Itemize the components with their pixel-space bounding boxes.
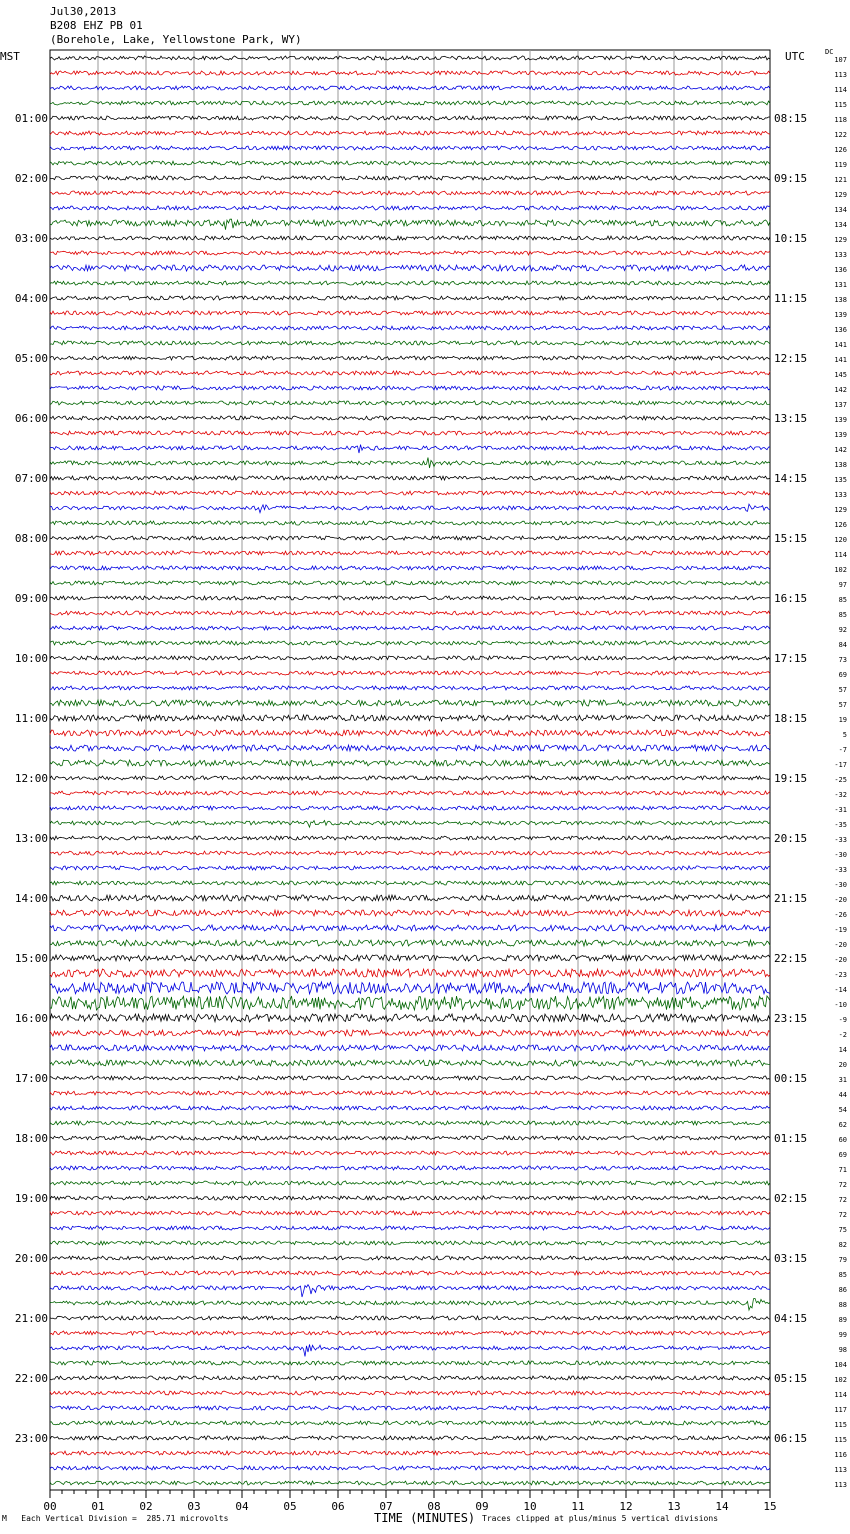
dc-offset-label: 136 bbox=[834, 266, 847, 274]
seismic-trace bbox=[50, 1136, 770, 1140]
x-tick-label: 03 bbox=[187, 1500, 201, 1513]
dc-offset-label: 19 bbox=[838, 716, 847, 724]
x-tick-label: 04 bbox=[235, 1500, 249, 1513]
dc-offset-label: 139 bbox=[834, 311, 847, 319]
dc-offset-label: 138 bbox=[834, 296, 847, 304]
dc-offset-label: 141 bbox=[834, 341, 847, 349]
mst-hour-label: 03:00 bbox=[14, 232, 48, 245]
mst-hour-label: 21:00 bbox=[14, 1312, 48, 1325]
x-tick-label: 02 bbox=[139, 1500, 153, 1513]
dc-offset-label: 85 bbox=[838, 596, 847, 604]
utc-hour-label: 05:15 bbox=[774, 1372, 808, 1385]
x-tick-label: 12 bbox=[619, 1500, 633, 1513]
dc-offset-label: -17 bbox=[834, 761, 847, 769]
mst-hour-label: 04:00 bbox=[14, 292, 48, 305]
dc-offset-label: -26 bbox=[834, 911, 847, 919]
x-tick-label: 10 bbox=[523, 1500, 537, 1513]
dc-offset-label: -23 bbox=[834, 971, 847, 979]
seismic-trace bbox=[50, 458, 770, 469]
dc-offset-label: 97 bbox=[838, 581, 847, 589]
mst-hour-label: 22:00 bbox=[14, 1372, 48, 1385]
mst-hour-label: 05:00 bbox=[14, 352, 48, 365]
dc-offset-label: -20 bbox=[834, 896, 847, 904]
dc-offset-label: 5 bbox=[842, 731, 847, 739]
dc-offset-label: 62 bbox=[838, 1121, 847, 1129]
seismic-trace bbox=[50, 910, 770, 916]
scale-note bbox=[2, 1514, 228, 1523]
dc-offset-label: -35 bbox=[834, 821, 847, 829]
seismic-trace bbox=[50, 1344, 770, 1356]
dc-offset-label: 73 bbox=[838, 656, 847, 664]
seismic-trace bbox=[50, 71, 770, 75]
seismic-trace bbox=[50, 86, 770, 90]
dc-offset-label: 14 bbox=[838, 1046, 847, 1054]
dc-offset-label: 98 bbox=[838, 1346, 847, 1354]
seismic-trace bbox=[50, 821, 770, 828]
seismic-trace bbox=[50, 1466, 770, 1470]
left-timezone-label: MST bbox=[0, 50, 20, 63]
mst-hour-label: 01:00 bbox=[14, 112, 48, 125]
mst-hour-label: 16:00 bbox=[14, 1012, 48, 1025]
dc-offset-label: 113 bbox=[834, 71, 847, 79]
dc-offset-label: 131 bbox=[834, 281, 847, 289]
dc-column-label: DC bbox=[825, 48, 834, 56]
seismic-trace bbox=[50, 895, 770, 902]
dc-offset-label: 114 bbox=[834, 86, 847, 94]
seismic-trace bbox=[50, 1298, 770, 1310]
utc-hour-label: 12:15 bbox=[774, 352, 808, 365]
dc-offset-label: 139 bbox=[834, 416, 847, 424]
seismic-trace bbox=[50, 1166, 770, 1170]
dc-offset-label: 31 bbox=[838, 1076, 847, 1084]
seismic-trace bbox=[50, 371, 770, 375]
dc-offset-label: 133 bbox=[834, 491, 847, 499]
seismic-trace bbox=[50, 536, 770, 540]
dc-offset-label: 79 bbox=[838, 1256, 847, 1264]
seismic-trace bbox=[50, 760, 770, 766]
dc-offset-label: -19 bbox=[834, 926, 847, 934]
dc-offset-label: 142 bbox=[834, 386, 847, 394]
mst-hour-label: 09:00 bbox=[14, 592, 48, 605]
seismic-trace bbox=[50, 1060, 770, 1066]
dc-offset-label: 139 bbox=[834, 431, 847, 439]
seismic-trace bbox=[50, 131, 770, 135]
dc-offset-label: -30 bbox=[834, 881, 847, 889]
mst-hour-label: 11:00 bbox=[14, 712, 48, 725]
seismic-trace bbox=[50, 1481, 770, 1485]
seismic-trace bbox=[50, 176, 770, 180]
dc-offset-label: 20 bbox=[838, 1061, 847, 1069]
dc-offset-label: 99 bbox=[838, 1331, 847, 1339]
seismic-trace bbox=[50, 1271, 770, 1275]
seismic-trace bbox=[50, 730, 770, 736]
seismic-trace bbox=[50, 219, 770, 230]
dc-offset-label: 145 bbox=[834, 371, 847, 379]
seismic-trace bbox=[50, 700, 770, 706]
dc-offset-label: 104 bbox=[834, 1361, 847, 1369]
seismic-trace bbox=[50, 445, 770, 454]
seismic-trace bbox=[50, 416, 770, 420]
dc-offset-label: 121 bbox=[834, 176, 847, 184]
seismic-trace bbox=[50, 341, 770, 345]
x-tick-label: 15 bbox=[763, 1500, 777, 1513]
dc-offset-label: -25 bbox=[834, 776, 847, 784]
seismic-trace bbox=[50, 386, 770, 390]
seismic-trace bbox=[50, 1121, 770, 1125]
seismic-trace bbox=[50, 146, 770, 150]
dc-offset-label: 136 bbox=[834, 326, 847, 334]
mst-hour-label: 20:00 bbox=[14, 1252, 48, 1265]
utc-hour-label: 14:15 bbox=[774, 472, 808, 485]
mst-hour-label: 02:00 bbox=[14, 172, 48, 185]
utc-hour-label: 23:15 bbox=[774, 1012, 808, 1025]
seismic-trace bbox=[50, 611, 770, 615]
dc-offset-label: 102 bbox=[834, 1376, 847, 1384]
dc-offset-label: 71 bbox=[838, 1166, 847, 1174]
seismic-trace bbox=[50, 596, 770, 600]
seismic-trace bbox=[50, 236, 770, 240]
seismic-trace bbox=[50, 431, 770, 435]
mst-hour-label: 13:00 bbox=[14, 832, 48, 845]
dc-offset-label: -2 bbox=[838, 1031, 847, 1039]
dc-offset-label: 117 bbox=[834, 1406, 847, 1414]
mst-hour-label: 14:00 bbox=[14, 892, 48, 905]
seismic-trace bbox=[50, 1181, 770, 1185]
dc-offset-label: 69 bbox=[838, 671, 847, 679]
dc-offset-label: 85 bbox=[838, 611, 847, 619]
dc-offset-label: 138 bbox=[834, 461, 847, 469]
x-tick-label: 13 bbox=[667, 1500, 681, 1513]
seismic-trace bbox=[50, 656, 770, 660]
dc-offset-label: 133 bbox=[834, 251, 847, 259]
utc-hour-label: 16:15 bbox=[774, 592, 808, 605]
seismic-trace bbox=[50, 521, 770, 525]
seismic-trace bbox=[50, 161, 770, 165]
dc-offset-label: 134 bbox=[834, 206, 847, 214]
seismic-trace bbox=[50, 745, 770, 751]
seismic-trace bbox=[50, 925, 770, 931]
dc-offset-label: -33 bbox=[834, 836, 847, 844]
dc-offset-label: 86 bbox=[838, 1286, 847, 1294]
utc-hour-label: 20:15 bbox=[774, 832, 808, 845]
seismic-trace bbox=[50, 1196, 770, 1200]
dc-offset-label: 126 bbox=[834, 521, 847, 529]
utc-hour-label: 09:15 bbox=[774, 172, 808, 185]
seismic-trace bbox=[50, 191, 770, 195]
dc-offset-label: 116 bbox=[834, 1451, 847, 1459]
dc-offset-label: -9 bbox=[838, 1016, 847, 1024]
seismic-trace bbox=[50, 996, 770, 1010]
x-tick-label: 08 bbox=[427, 1500, 441, 1513]
seismic-trace bbox=[50, 626, 770, 630]
date-title: Jul30,2013 bbox=[50, 5, 117, 18]
seismic-trace bbox=[50, 791, 770, 795]
seismic-trace bbox=[50, 955, 770, 961]
seismic-trace bbox=[50, 356, 770, 360]
utc-hour-label: 02:15 bbox=[774, 1192, 808, 1205]
seismic-trace bbox=[50, 1436, 770, 1440]
dc-offset-label: 57 bbox=[838, 686, 847, 694]
utc-hour-label: 10:15 bbox=[774, 232, 808, 245]
seismic-trace bbox=[50, 1285, 770, 1297]
seismic-trace bbox=[50, 851, 770, 855]
seismic-trace bbox=[50, 1331, 770, 1335]
dc-offset-label: -14 bbox=[834, 986, 847, 994]
seismic-trace bbox=[50, 566, 770, 570]
dc-offset-label: -31 bbox=[834, 806, 847, 814]
dc-offset-label: 114 bbox=[834, 1391, 847, 1399]
dc-offset-label: 129 bbox=[834, 506, 847, 514]
mst-hour-label: 17:00 bbox=[14, 1072, 48, 1085]
seismic-trace bbox=[50, 581, 770, 585]
seismic-trace bbox=[50, 401, 770, 405]
dc-offset-label: 88 bbox=[838, 1301, 847, 1309]
dc-offset-label: 92 bbox=[838, 626, 847, 634]
mst-hour-label: 10:00 bbox=[14, 652, 48, 665]
seismic-trace bbox=[50, 671, 770, 675]
dc-offset-label: -10 bbox=[834, 1001, 847, 1009]
x-tick-label: 00 bbox=[43, 1500, 57, 1513]
seismic-trace bbox=[50, 326, 770, 330]
seismic-trace bbox=[50, 491, 770, 495]
right-timezone-label: UTC bbox=[785, 50, 805, 63]
seismic-trace bbox=[50, 476, 770, 480]
seismic-trace bbox=[50, 1406, 770, 1410]
utc-hour-label: 01:15 bbox=[774, 1132, 808, 1145]
utc-hour-label: 19:15 bbox=[774, 772, 808, 785]
dc-offset-label: 72 bbox=[838, 1181, 847, 1189]
dc-offset-label: 113 bbox=[834, 1466, 847, 1474]
seismic-trace bbox=[50, 1451, 770, 1455]
dc-offset-label: 129 bbox=[834, 191, 847, 199]
mst-hour-label: 19:00 bbox=[14, 1192, 48, 1205]
dc-offset-label: 44 bbox=[838, 1091, 847, 1099]
dc-offset-label: 135 bbox=[834, 476, 847, 484]
utc-hour-label: 15:15 bbox=[774, 532, 808, 545]
dc-offset-label: 115 bbox=[834, 1421, 847, 1429]
dc-offset-label: 114 bbox=[834, 551, 847, 559]
seismic-trace bbox=[50, 1151, 770, 1155]
seismic-trace bbox=[50, 866, 770, 870]
seismic-trace bbox=[50, 206, 770, 210]
seismic-trace bbox=[50, 296, 770, 300]
dc-offset-label: 75 bbox=[838, 1226, 847, 1234]
x-tick-label: 06 bbox=[331, 1500, 345, 1513]
dc-offset-label: 107 bbox=[834, 56, 847, 64]
utc-hour-label: 22:15 bbox=[774, 952, 808, 965]
mst-hour-label: 15:00 bbox=[14, 952, 48, 965]
dc-offset-label: 69 bbox=[838, 1151, 847, 1159]
dc-offset-label: 134 bbox=[834, 221, 847, 229]
seismic-trace bbox=[50, 1091, 770, 1095]
seismic-trace bbox=[50, 715, 770, 721]
dc-offset-label: 54 bbox=[838, 1106, 847, 1114]
mst-hour-label: 18:00 bbox=[14, 1132, 48, 1145]
dc-offset-label: 84 bbox=[838, 641, 847, 649]
mst-hour-label: 08:00 bbox=[14, 532, 48, 545]
seismic-trace bbox=[50, 776, 770, 780]
utc-hour-label: 17:15 bbox=[774, 652, 808, 665]
seismic-trace bbox=[50, 1211, 770, 1215]
seismic-trace bbox=[50, 1241, 770, 1245]
seismic-trace bbox=[50, 56, 770, 60]
dc-offset-label: 72 bbox=[838, 1211, 847, 1219]
dc-offset-label: 118 bbox=[834, 116, 847, 124]
seismic-trace bbox=[50, 265, 770, 271]
utc-hour-label: 18:15 bbox=[774, 712, 808, 725]
utc-hour-label: 06:15 bbox=[774, 1432, 808, 1445]
seismic-trace bbox=[50, 1376, 770, 1380]
utc-hour-label: 00:15 bbox=[774, 1072, 808, 1085]
x-tick-label: 05 bbox=[283, 1500, 297, 1513]
dc-offset-label: 113 bbox=[834, 1481, 847, 1489]
mst-hour-label: 07:00 bbox=[14, 472, 48, 485]
dc-offset-label: 119 bbox=[834, 161, 847, 169]
seismic-trace bbox=[50, 1316, 770, 1320]
dc-offset-label: 89 bbox=[838, 1316, 847, 1324]
seismic-trace bbox=[50, 641, 770, 645]
x-axis-label: TIME (MINUTES) bbox=[374, 1511, 476, 1525]
mst-hour-label: 12:00 bbox=[14, 772, 48, 785]
dc-offset-label: -33 bbox=[834, 866, 847, 874]
seismic-trace bbox=[50, 940, 770, 946]
seismic-trace bbox=[50, 686, 770, 690]
clip-note: Traces clipped at plus/minus 5 vertical divisions bbox=[482, 1514, 719, 1523]
x-tick-label: 01 bbox=[91, 1500, 105, 1513]
dc-offset-label: 122 bbox=[834, 131, 847, 139]
utc-hour-label: 11:15 bbox=[774, 292, 808, 305]
seismic-trace bbox=[50, 1045, 770, 1051]
location-title: (Borehole, Lake, Yellowstone Park, WY) bbox=[50, 33, 302, 46]
seismic-trace bbox=[50, 251, 770, 255]
utc-hour-label: 21:15 bbox=[774, 892, 808, 905]
seismic-trace bbox=[50, 1030, 770, 1036]
x-tick-label: 11 bbox=[571, 1500, 585, 1513]
dc-offset-label: 126 bbox=[834, 146, 847, 154]
x-tick-label: 07 bbox=[379, 1500, 393, 1513]
seismic-trace bbox=[50, 1076, 770, 1080]
seismic-trace bbox=[50, 969, 770, 977]
dc-offset-label: 115 bbox=[834, 101, 847, 109]
dc-offset-label: 72 bbox=[838, 1196, 847, 1204]
seismic-trace bbox=[50, 1256, 770, 1260]
utc-hour-label: 04:15 bbox=[774, 1312, 808, 1325]
seismic-trace bbox=[50, 504, 770, 512]
seismic-trace bbox=[50, 1361, 770, 1365]
dc-offset-label: 137 bbox=[834, 401, 847, 409]
dc-offset-label: 115 bbox=[834, 1436, 847, 1444]
dc-offset-label: 142 bbox=[834, 446, 847, 454]
dc-offset-label: 60 bbox=[838, 1136, 847, 1144]
scale-note-text: Each Vertical Division = 285.71 microvolts bbox=[21, 1514, 229, 1523]
seismic-trace bbox=[50, 806, 770, 810]
seismic-trace bbox=[50, 881, 770, 885]
seismic-trace bbox=[50, 1226, 770, 1230]
x-tick-label: 09 bbox=[475, 1500, 489, 1513]
dc-offset-label: 85 bbox=[838, 1271, 847, 1279]
dc-offset-label: -32 bbox=[834, 791, 847, 799]
seismic-trace bbox=[50, 551, 770, 555]
dc-offset-label: -20 bbox=[834, 956, 847, 964]
dc-offset-label: -30 bbox=[834, 851, 847, 859]
seismic-trace bbox=[50, 311, 770, 315]
dc-offset-label: 129 bbox=[834, 236, 847, 244]
seismic-trace bbox=[50, 1106, 770, 1110]
corner-mark: M bbox=[2, 1514, 7, 1523]
dc-offset-label: 120 bbox=[834, 536, 847, 544]
seismic-trace bbox=[50, 101, 770, 105]
utc-hour-label: 13:15 bbox=[774, 412, 808, 425]
seismic-trace bbox=[50, 1391, 770, 1395]
dc-offset-label: 141 bbox=[834, 356, 847, 364]
seismic-trace bbox=[50, 116, 770, 120]
dc-offset-label: 82 bbox=[838, 1241, 847, 1249]
station-title: B208 EHZ PB 01 bbox=[50, 19, 143, 32]
utc-hour-label: 03:15 bbox=[774, 1252, 808, 1265]
mst-hour-label: 06:00 bbox=[14, 412, 48, 425]
seismic-trace bbox=[50, 982, 770, 994]
dc-offset-label: -20 bbox=[834, 941, 847, 949]
dc-offset-label: 102 bbox=[834, 566, 847, 574]
seismic-trace bbox=[50, 836, 770, 840]
mst-hour-label: 23:00 bbox=[14, 1432, 48, 1445]
dc-offset-label: -7 bbox=[838, 746, 847, 754]
seismic-trace bbox=[50, 1421, 770, 1425]
seismic-trace bbox=[50, 281, 770, 285]
x-tick-label: 14 bbox=[715, 1500, 729, 1513]
seismic-trace bbox=[50, 1014, 770, 1022]
utc-hour-label: 08:15 bbox=[774, 112, 808, 125]
dc-offset-label: 57 bbox=[838, 701, 847, 709]
